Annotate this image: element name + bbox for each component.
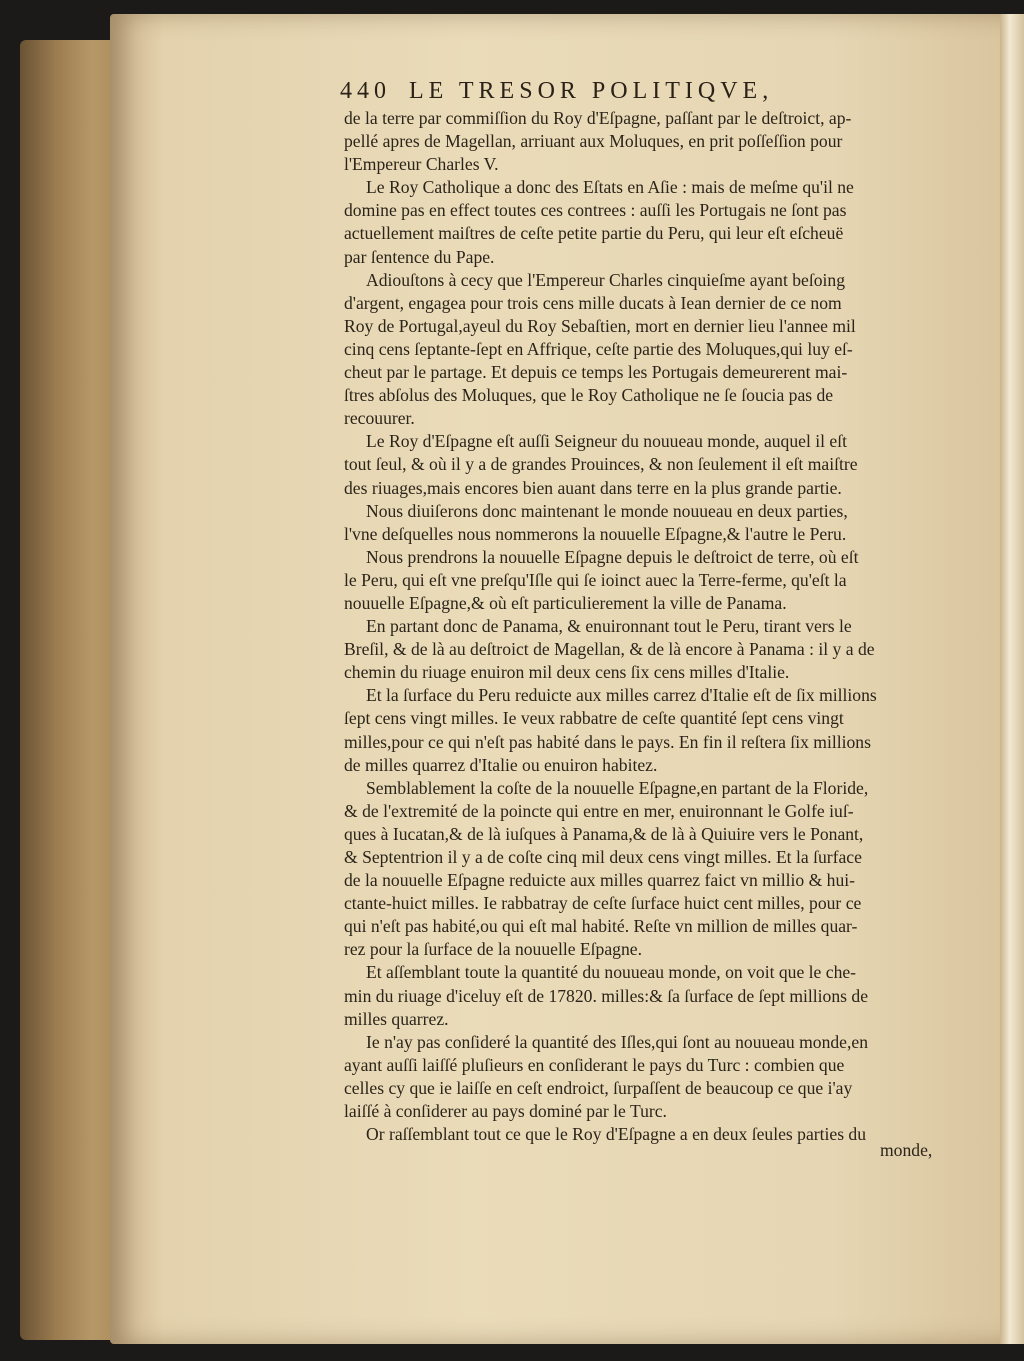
paragraph: En partant donc de Panama, & enuironnant tout le Peru, tirant vers le Breſil, & de là au deſtroict de Magellan, & de là encore à Panama : il y a de chemin du riuage enuiron mil deux cens ſix cens milles d'Italie.: [344, 616, 875, 683]
catchword: monde,: [880, 1140, 933, 1160]
page-body: [344, 107, 964, 1146]
paragraph: Et aſſemblant toute la quantité du nouueau monde, on voit que le che- min du riuage d'iceluy eſt de 17820. milles:& ſa ſurface de ſept millions de milles quarrez.: [344, 962, 869, 1029]
paragraph: Nous prendrons la nouuelle Eſpagne depuis le deſtroict de terre, où eſt le Peru, qui eſt vne preſqu'Iſle qui ſe ioinct auec la Terre-ferme, qu'eſt la nouuelle Eſpagne,& où eſt particulierement la ville de Panama.: [344, 546, 859, 613]
paragraph: Nous diuiſerons donc maintenant le monde nouueau en deux parties, l'vne deſquelles nous nommerons la nouuelle Eſpagne,& l'autre le Peru.: [344, 500, 848, 544]
page-number: 440: [340, 78, 391, 104]
paragraph: de la terre par commiſſion du Roy d'Eſpagne, paſſant par le deſtroict, ap- pellé apres de Magellan, arriuant aux Moluques, en prit poſſeſſion pour l'Empereur Charles V.: [344, 108, 852, 175]
page-header: [340, 78, 860, 105]
paragraph: Le Roy Catholique a donc des Eſtats en Aſie : mais de meſme qu'il ne domine pas en effect toutes ces contrees : auſſi les Portugais ne ſont pas actuellement maiſtres de ceſte petite partie du Peru, qui leur eſt eſcheuë par ſentence du Pape.: [344, 177, 854, 267]
paragraph: Or raſſemblant tout ce que le Roy d'Eſpagne a en deux ſeules parties du: [366, 1124, 867, 1145]
running-title: LE TRESOR POLITIQVE,: [409, 78, 774, 104]
paragraph: Ie n'ay pas conſideré la quantité des Iſles,qui ſont au nouueau monde,en ayant auſſi laiſſé pluſieurs en conſiderant le pays du Turc : combien que celles cy que ie laiſſe en ceſt endroict, ſurpaſſent de beaucoup ce que i'ay laiſſé à conſiderer au pays dominé par le Turc.: [344, 1031, 868, 1122]
page-gutter: [1000, 14, 1024, 1344]
paragraph: Le Roy d'Eſpagne eſt auſſi Seigneur du nouueau monde, auquel il eſt tout ſeul, & où il y a de grandes Prouinces, & non ſeulement il eſt maiſtre des riuages,mais encores bien auant dans terre en la plus grande partie.: [344, 431, 858, 498]
paragraph: Semblablement la coſte de la nouuelle Eſpagne,en partant de la Floride, & de l'extremité de la poincte qui entre en mer, enuironnant le Golfe iuſ- ques à Iucatan,& de là iuſques à Panama,& de là à Quiuire vers le Ponant, & Septentrion il y a de coſte cinq mil deux cens vingt milles. Et la ſurface de la nouuelle Eſpagne reduicte aux milles quarrez faict vn millio & hui- ctante-huict milles. Ie rabbatray de ceſte ſurface huict cent milles, pour ce qui n'eſt pas habité,ou qui eſt mal habité. Reſte vn million de milles quar- rez pour la ſurface de la nouuelle Eſpagne.: [344, 777, 869, 960]
paragraph: Adiouſtons à cecy que l'Empereur Charles cinquieſme ayant beſoing d'argent, engagea pour trois cens mille ducats à Iean dernier de ce nom Roy de Portugal,ayeul du Roy Sebaſtien, mort en dernier lieu l'annee mil cinq cens ſeptante-ſept en Affrique, ceſte partie des Moluques,qui luy eſ- cheut par le partage. Et depuis ce temps les Portugais demeurerent mai- ſtres abſolus des Moluques, que le Roy Catholique ne ſe ſoucia pas de recouurer.: [344, 269, 856, 429]
paragraph: Et la ſurface du Peru reduicte aux milles carrez d'Italie eſt de ſix millions ſept cens vingt milles. Ie veux rabbatre de ceſte quantité ſept cens vingt milles,pour ce qui n'eſt pas habité dans le pays. En fin il reſtera ſix millions de milles quarrez d'Italie ou enuiron habitez.: [344, 685, 877, 775]
